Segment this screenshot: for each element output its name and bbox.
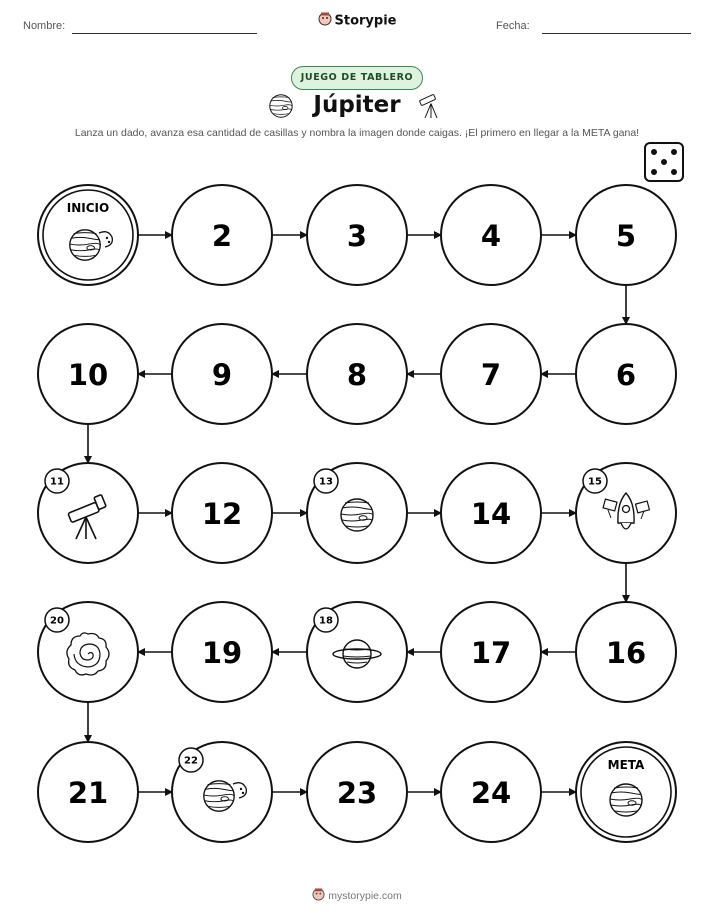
space-number: 8 [346, 358, 368, 392]
space-number-badge [314, 469, 338, 493]
board-space-3 [307, 185, 407, 285]
board-space-18 [307, 602, 407, 702]
spiral-storm-icon [67, 633, 109, 675]
board-space-4 [441, 185, 541, 285]
board-space-10 [38, 324, 138, 424]
board-space-19 [172, 602, 272, 702]
board-space-8 [307, 324, 407, 424]
space-number: 16 [605, 636, 647, 670]
space-number-badge [45, 469, 69, 493]
space-number: 21 [67, 776, 109, 810]
footer [0, 888, 714, 904]
svg-text:15: 15 [588, 476, 602, 488]
board-space-23 [307, 742, 407, 842]
brand-name: Storypie [334, 13, 397, 29]
name-label: Nombre: [23, 20, 66, 32]
svg-text:20: 20 [50, 615, 64, 627]
date-label: Fecha: [496, 20, 530, 32]
space-number: 7 [480, 358, 502, 392]
space-number: 6 [615, 358, 637, 392]
space-number: 5 [615, 219, 637, 253]
board-space-21 [38, 742, 138, 842]
svg-text:11: 11 [50, 476, 64, 488]
space-number: 2 [211, 219, 233, 253]
space-number: 12 [201, 497, 243, 531]
space-number-badge [179, 748, 203, 772]
board-space-13 [307, 463, 407, 563]
board-space-6 [576, 324, 676, 424]
jupiter-icon [610, 784, 642, 816]
svg-text:13: 13 [319, 476, 333, 488]
space-number: 24 [470, 776, 512, 810]
space-number: 10 [67, 358, 109, 392]
jupiter-icon [341, 499, 373, 531]
game-type-badge: JUEGO DE TABLERO [291, 66, 423, 90]
board-space-2 [172, 185, 272, 285]
finish-label: META [607, 758, 645, 772]
svg-text:22: 22 [184, 755, 198, 767]
space-number: 23 [336, 776, 378, 810]
board-space-24 [441, 742, 541, 842]
space-number: 19 [201, 636, 243, 670]
mascot-icon [312, 888, 325, 904]
space-number-badge [45, 608, 69, 632]
space-number-badge [583, 469, 607, 493]
board-space-7 [441, 324, 541, 424]
board-space-5 [576, 185, 676, 285]
board-space-22 [172, 742, 272, 842]
board-space-12 [172, 463, 272, 563]
svg-text:18: 18 [319, 615, 333, 627]
space-number: 14 [470, 497, 512, 531]
page-title: Júpiter [313, 92, 401, 118]
board-space-20 [38, 602, 138, 702]
dice-five-icon [645, 143, 683, 181]
jupiter-comet-icon [270, 95, 292, 117]
instructions: Lanza un dado, avanza esa cantidad de casillas y nombra la imagen donde caigas. ¡El primero en llegar a la META gana! [74, 127, 640, 139]
start-label: INICIO [66, 201, 110, 215]
board-space-1 [38, 185, 138, 285]
footer-url: mystorypie.com [328, 889, 402, 902]
telescope-icon [419, 94, 437, 118]
space-number: 4 [480, 219, 502, 253]
board-space-15 [576, 463, 676, 563]
board-space-25 [576, 742, 676, 842]
board-space-16 [576, 602, 676, 702]
board-space-11 [38, 463, 138, 563]
board-space-14 [441, 463, 541, 563]
board-space-17 [441, 602, 541, 702]
space-number: 9 [211, 358, 233, 392]
board-space-9 [172, 324, 272, 424]
space-number: 17 [470, 636, 512, 670]
space-number: 3 [346, 219, 368, 253]
space-number-badge [314, 608, 338, 632]
